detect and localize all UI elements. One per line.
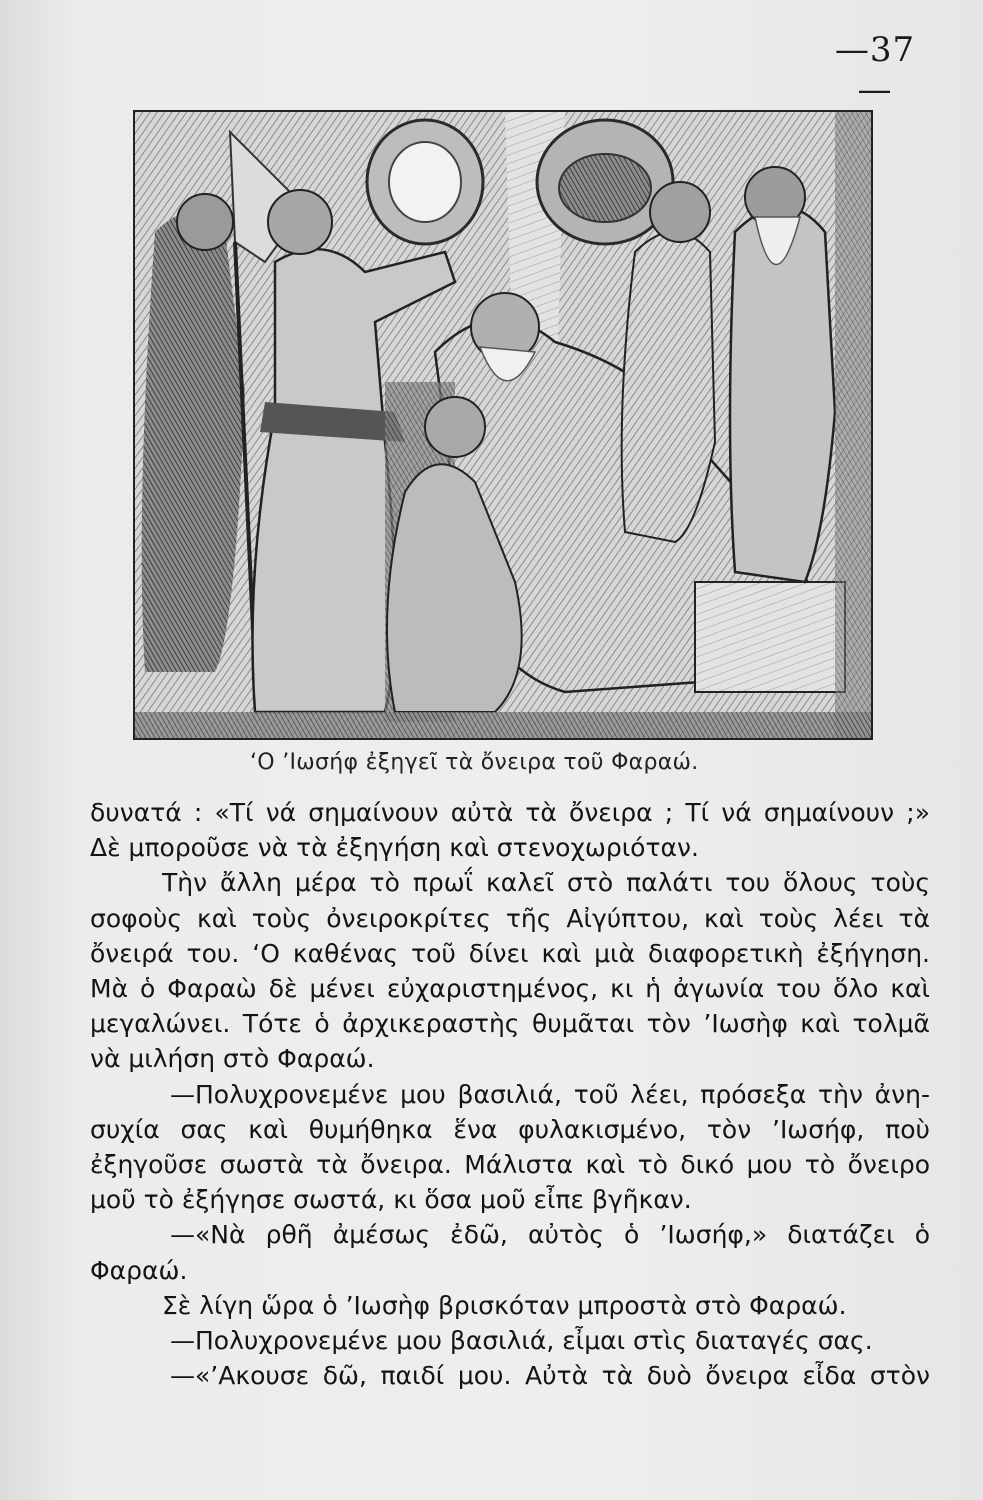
text-line: Δὲ μποροῦσε νὰ τὰ ἐξηγήση καὶ στενοχωριόταν. (90, 833, 699, 863)
text-line: ἐξηγοῦσε σωστὰ τὰ ὄνειρα. Μάλιστα καὶ τὸ δικό μου τὸ ὄνειρο (90, 1150, 930, 1180)
body-text (90, 795, 930, 1393)
text-line: δυνατά : «Τί νά σημαίνουν αὐτὰ τὰ ὄνειρα ; Τί νά σημαίνουν ;» (90, 798, 930, 827)
text-line: μεγαλώνει. Τότε ὁ ἀρχικεραστὴς θυμᾶται τὸν ’Ιωσὴφ καὶ τολμᾶ (90, 1009, 930, 1039)
text-line: ὄνειρά του. ‘Ο καθένας τοῦ δίνει καὶ μιὰ διαφορετικὴ ἐξήγηση. (90, 938, 930, 968)
text-line: Τὴν ἄλλη μέρα τὸ πρωΐ καλεῖ στὸ παλάτι του ὅλους τοὺς (162, 868, 930, 898)
text-line: Μὰ ὁ Φαραὼ δὲ μένει εὐχαριστημένος, κι ἡ ἀγωνία του ὅλο καὶ (90, 974, 930, 1004)
text-line: μοῦ τὸ ἐξήγησε σωστά, κι ὅσα μοῦ εἶπε βγῆκαν. (90, 1185, 692, 1215)
page-number: —37— (834, 30, 916, 110)
text-line: —«Νὰ ρθῆ ἀμέσως ἐδῶ, αὐτὸς ὁ ’Ιωσήφ,» διατάζει ὁ (170, 1220, 930, 1250)
text-line: —Πολυχρονεμένε μου βασιλιά, εἶμαι στὶς διαταγές σας. (170, 1326, 873, 1356)
engraving-illustration (133, 110, 873, 740)
illustration-caption: ‘Ο ’Ιωσήφ ἐξηγεῖ τὰ ὄνειρα τοῦ Φαραώ. (250, 750, 699, 775)
text-line: σοφοὺς καὶ τοὺς ὀνειροκρίτες τῆς Αἰγύπτου, καὶ τοὺς λέει τὰ (90, 903, 930, 933)
text-line: Σὲ λίγη ὥρα ὁ ’Ιωσὴφ βρισκόταν μπροστὰ στὸ Φαραώ. (162, 1290, 847, 1320)
text-line: —«’Ακουσε δῶ, παιδί μου. Αὐτὰ τὰ δυὸ ὄνειρα εἶδα στὸν (170, 1361, 930, 1391)
text-line: συχία σας καὶ θυμήθηκα ἕνα φυλακισμένο, τὸν ’Ιωσήφ, ποὺ (90, 1114, 930, 1144)
engraving-drawing (135, 112, 871, 738)
text-line: νὰ μιλήση στὸ Φαραώ. (90, 1044, 375, 1074)
text-line: —Πολυχρονεμένε μου βασιλιά, τοῦ λέει, πρόσεξα τὴν ἀνη- (170, 1079, 930, 1109)
text-line: Φαραώ. (90, 1255, 188, 1285)
